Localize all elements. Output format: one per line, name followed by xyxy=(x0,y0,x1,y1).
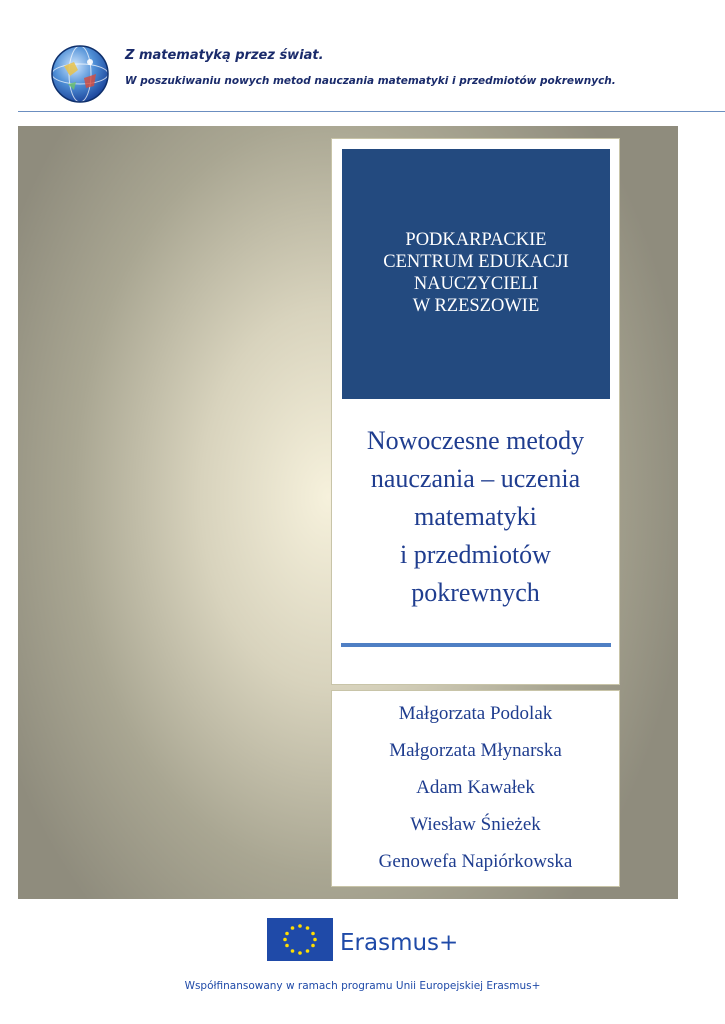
author-name: Małgorzata Młynarska xyxy=(389,740,562,761)
eu-flag-icon xyxy=(267,918,333,961)
book-title-line: i przedmiotów xyxy=(400,540,551,569)
authors-card xyxy=(331,690,620,887)
author-name: Wiesław Śnieżek xyxy=(410,814,541,835)
project-title: Z matematyką przez świat. xyxy=(125,48,324,63)
institution-line: W RZESZOWIE xyxy=(412,296,540,316)
page-header xyxy=(0,0,725,112)
erasmus-logo-text: Erasmus+ xyxy=(340,930,459,956)
institution-line: PODKARPACKIE xyxy=(405,230,547,250)
globe-math-logo-icon xyxy=(50,44,110,104)
author-name: Małgorzata Podolak xyxy=(398,703,553,724)
book-title-line: pokrewnych xyxy=(411,578,540,607)
header-divider xyxy=(18,111,725,112)
title-card xyxy=(331,138,620,685)
book-title-line: Nowoczesne metody xyxy=(366,426,585,455)
book-title xyxy=(332,422,619,612)
institution-line: NAUCZYCIELI xyxy=(413,274,539,294)
title-divider xyxy=(341,643,611,647)
project-subtitle: W poszukiwaniu nowych metod nauczania matematyki i przedmiotów pokrewnych. xyxy=(125,75,616,87)
author-name: Genowefa Napiórkowska xyxy=(378,851,573,872)
cofunding-note: Współfinansowany w ramach programu Unii Europejskiej Erasmus+ xyxy=(184,980,541,992)
institution-line: CENTRUM EDUKACJI xyxy=(383,252,569,272)
author-name: Adam Kawałek xyxy=(416,777,535,798)
institution-name xyxy=(342,229,610,317)
institution-box xyxy=(342,149,610,399)
book-title-line: nauczania – uczenia xyxy=(370,464,581,493)
book-title-line: matematyki xyxy=(414,502,537,531)
